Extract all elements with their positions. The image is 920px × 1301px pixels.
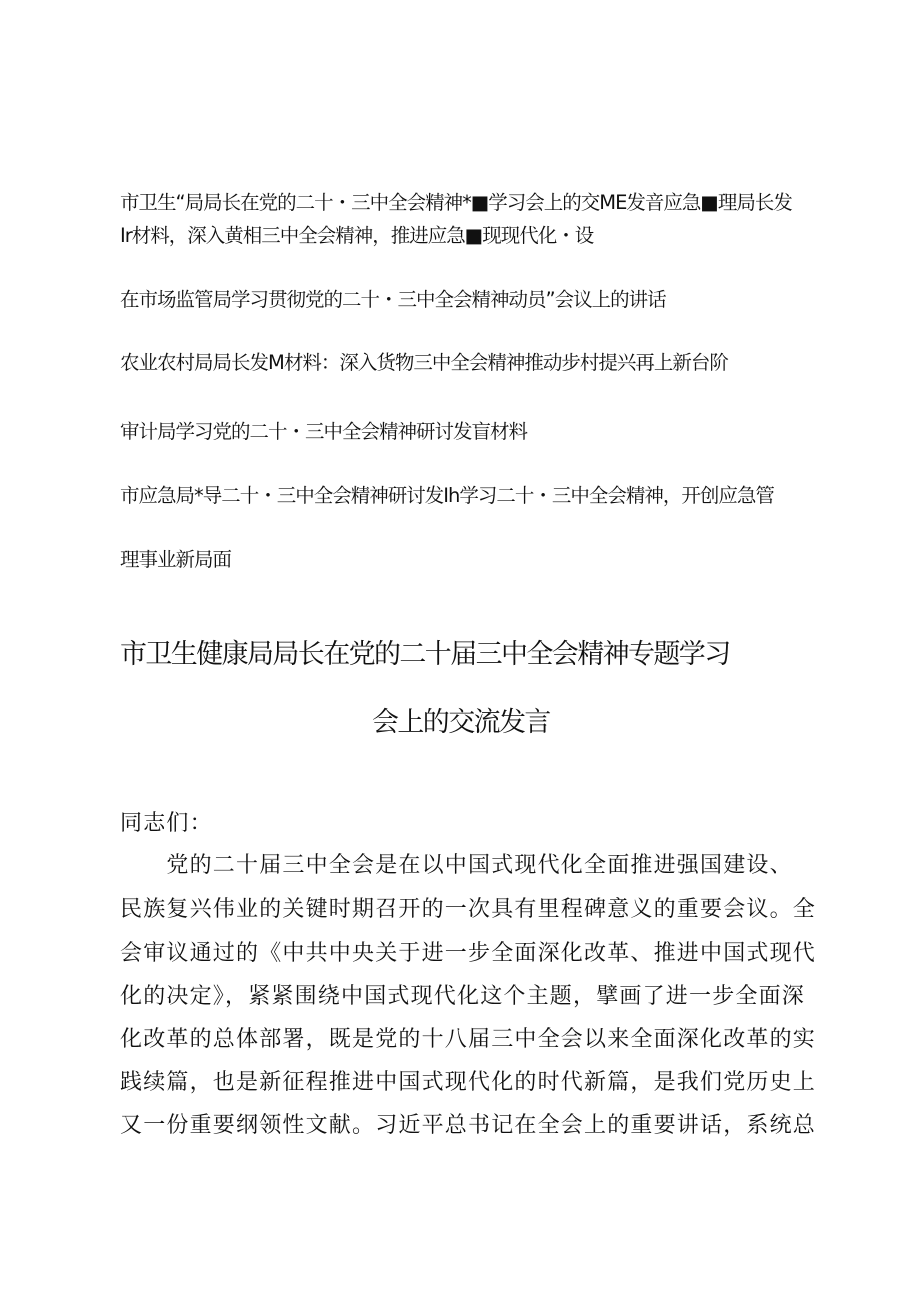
body-line-5: 化改革的总体部署，既是党的十八届三中全会以来全面深化改革的实 xyxy=(120,1027,817,1052)
body-line-2: 民族复兴伟业的关键时期召开的一次具有里程碑意义的重要会议。全 xyxy=(120,897,817,922)
body-line-6: 践续篇，也是新征程推进中国式现代化的时代新篇，是我们党历史上 xyxy=(120,1070,817,1095)
body-line-3: 会审议通过的《中共中央关于进一步全面深化改革、推进中国式现代 xyxy=(120,941,817,966)
body-line-7: 又一份重要纲领性文献。习近平总书记在全会上的重要讲话，系统总 xyxy=(120,1113,817,1138)
toc-line-7: 理事业新局面 xyxy=(120,548,232,571)
toc-line-5: 审计局学习党的二十・三中全会精神研讨发盲材料 xyxy=(120,420,528,443)
toc-line-1: 市卫生“局局长在党的二十・三中全会精神*■学习会上的交ME发音应急■理局长发 xyxy=(120,191,792,214)
toc-line-4: 农业农村局局长发M材料：深入货物三中全会精神推动步村提兴再上新台阶 xyxy=(120,351,728,374)
toc-line-6: 市应急局*导二十・三中全会精神研讨发Ih学习二十・三中全会精神，开创应急管 xyxy=(120,484,774,507)
article-title-line-2: 会上的交流发言 xyxy=(372,707,550,738)
body-line-4: 化的决定》，紧紧围绕中国式现代化这个主题，擘画了进一步全面深 xyxy=(120,984,806,1009)
toc-line-3: 在市场监管局学习贯彻党的二十・三中全会精神动员”会议上的讲话 xyxy=(120,288,666,311)
body-line-1: 党的二十届三中全会是在以中国式现代化全面推进强国建设、 xyxy=(120,853,793,878)
toc-line-2: Ir材料，深入黄相三中全会精神，推进应急■现现代化・设 xyxy=(120,224,594,247)
article-title-line-1: 市卫生健康局局长在党的二十届三中全会精神专题学习 xyxy=(120,639,730,670)
salutation: 同志们： xyxy=(120,811,213,836)
